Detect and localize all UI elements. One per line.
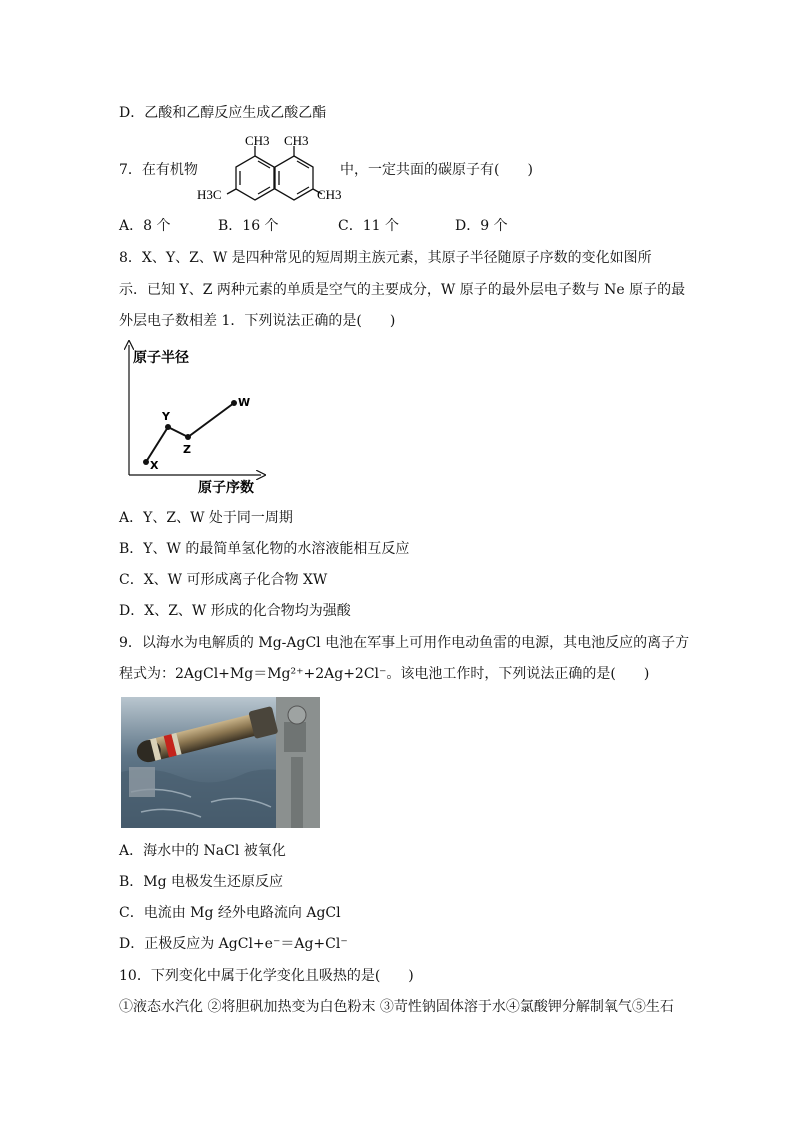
q8-option-c: C．X、W 可形成离子化合物 XW [119,572,328,588]
q8-label-x: X [150,459,159,472]
q9-option-c: C．电流由 Mg 经外电路流向 AgCl [119,905,341,921]
q7-ch3-right: CH3 [317,187,342,202]
q8-option-a: A．Y、Z、W 处于同一周期 [119,510,293,526]
q9-stem-line-1: 9．以海水为电解质的 Mg-AgCl 电池在军事上可用作电动鱼雷的电源，其电池反应的离子方 [119,635,690,651]
q7-ch3-top-left: CH3 [245,134,270,148]
q7-h3c-left: H3C [197,187,222,202]
q8-label-z: Z [183,443,191,456]
q7-molecule-structure [195,134,345,206]
q7-ch3-top-right: CH3 [284,134,309,148]
q8-label-y: Y [162,410,170,423]
q8-x-axis-label: 原子序数 [198,480,254,496]
q8-point-z [185,434,191,440]
q9-option-b: B．Mg 电极发生还原反应 [119,874,284,890]
q9-stem-line-2: 程式为：2AgCl+Mg＝Mg²⁺+2Ag+2Cl⁻。该电池工作时，下列说法正确的是( ) [119,666,650,682]
q8-stem-line-1: 8．X、Y、Z、W 是四种常见的短周期主族元素，其原子半径随原子序数的变化如图所 [119,250,652,266]
q10-items-line: ①液态水汽化 ②将胆矾加热变为白色粉末 ③苛性钠固体溶于水④氯酸钾分解制氧气⑤生石 [119,999,674,1015]
q8-label-w: W [238,396,251,409]
q8-point-w [231,400,237,406]
q8-point-y [165,424,171,430]
q8-stem-line-2: 示．已知 Y、Z 两种元素的单质是空气的主要成分，W 原子的最外层电子数与 Ne 原子的最 [119,282,686,298]
q8-radius-graph [119,340,269,500]
q10-stem: 10．下列变化中属于化学变化且吸热的是( ) [119,968,414,984]
q9-torpedo-photo [121,697,320,828]
q8-y-axis-label: 原子半径 [133,350,189,366]
q8-stem-line-3: 外层电子数相差 1．下列说法正确的是( ) [119,313,396,329]
q7-stem-prefix: 7．在有机物 [119,162,198,178]
q7-option-d: D．9 个 [455,218,508,234]
q8-point-x [143,459,149,465]
q8-option-b: B．Y、W 的最简单氢化物的水溶液能相互反应 [119,541,410,557]
q8-option-d: D．X、Z、W 形成的化合物均为强酸 [119,603,351,619]
q7-option-a: A．8 个 [119,218,171,234]
q7-option-c: C．11 个 [338,218,399,234]
q6-option-d: D．乙酸和乙醇反应生成乙酸乙酯 [119,105,327,121]
q7-option-b: B．16 个 [218,218,279,234]
q9-option-d: D．正极反应为 AgCl+e⁻＝Ag+Cl⁻ [119,936,348,952]
q9-option-a: A．海水中的 NaCl 被氧化 [119,843,286,859]
q7-stem-suffix: 中，一定共面的碳原子有( ) [340,162,533,178]
